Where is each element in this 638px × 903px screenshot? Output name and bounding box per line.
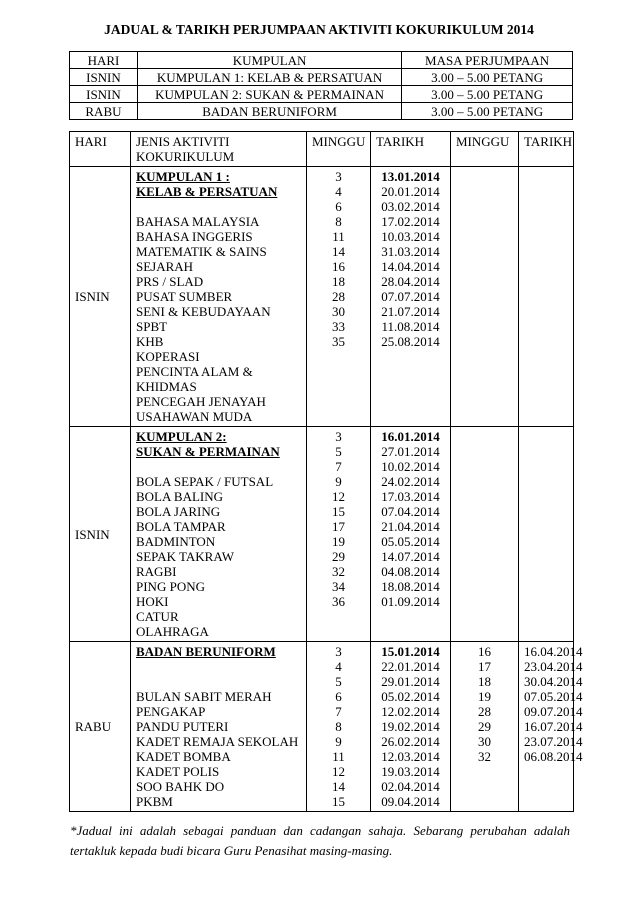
group-heading: KUMPULAN 2: (136, 429, 227, 444)
activity-item: SOO BAHK DO (136, 779, 225, 794)
schedule-kumpulan: BADAN BERUNIFORM (137, 103, 401, 120)
header-tarikh-2: TARIKH (519, 132, 574, 167)
meeting-date-2: 07.05.2014 (524, 689, 583, 704)
schedule-row (70, 86, 573, 103)
schedule-masa: 3.00 – 5.00 PETANG (402, 86, 573, 103)
meeting-date-2: 16.07.2014 (524, 719, 583, 734)
activity-item: KHB (136, 334, 164, 349)
week-number: 35 (332, 334, 345, 349)
meeting-date: 14.07.2014 (381, 549, 440, 564)
week-number: 14 (332, 779, 345, 794)
week-number-2: 18 (478, 674, 491, 689)
week-number: 7 (335, 459, 342, 474)
week-number: 12 (332, 764, 345, 779)
meeting-date: 18.08.2014 (381, 579, 440, 594)
meeting-schedule-body (70, 52, 573, 120)
activity-item: BOLA TAMPAR (136, 519, 226, 534)
group-activities-cell (131, 427, 307, 642)
meeting-date: 09.04.2014 (381, 794, 440, 809)
activity-group-row (70, 642, 574, 812)
week-number: 6 (335, 689, 342, 704)
meeting-date-2: 06.08.2014 (524, 749, 583, 764)
week-number: 4 (335, 659, 342, 674)
meeting-date-2-cell (519, 167, 574, 427)
week-number-cell (307, 167, 371, 427)
week-number: 4 (335, 184, 342, 199)
activity-item: PENCEGAH JENAYAH (136, 394, 266, 409)
week-number-2: 17 (478, 659, 491, 674)
week-number-cell (307, 427, 371, 642)
schedule-kumpulan: KUMPULAN 1: KELAB & PERSATUAN (137, 69, 401, 86)
activity-item: KOPERASI (136, 349, 200, 364)
meeting-date-2: 23.04.2014 (524, 659, 583, 674)
activity-item: SPBT (136, 319, 168, 334)
meeting-date: 17.02.2014 (381, 214, 440, 229)
header-jenis-aktiviti-label: JENIS AKTIVITI KOKURIKULUM (136, 134, 235, 164)
activity-item: PENGAKAP (136, 704, 206, 719)
meeting-date: 10.02.2014 (381, 459, 440, 474)
meeting-date: 02.04.2014 (381, 779, 440, 794)
week-number-2: 30 (478, 734, 491, 749)
meeting-date: 10.03.2014 (381, 229, 440, 244)
week-number: 5 (335, 444, 342, 459)
meeting-date: 19.03.2014 (381, 764, 440, 779)
week-number-2-cell (451, 642, 519, 812)
schedule-row (70, 103, 573, 120)
schedule-masa: 3.00 – 5.00 PETANG (402, 103, 573, 120)
meeting-date: 27.01.2014 (381, 444, 440, 459)
meeting-date: 07.04.2014 (381, 504, 440, 519)
meeting-date-2: 16.04.2014 (524, 644, 583, 659)
meeting-date: 28.04.2014 (381, 274, 440, 289)
meeting-date-cell (371, 642, 451, 812)
group-activities-cell (131, 642, 307, 812)
activity-item: BAHASA MALAYSIA (136, 214, 260, 229)
header-hari: HARI (70, 132, 131, 167)
meeting-date-2-cell (519, 642, 583, 812)
week-number: 14 (332, 244, 345, 259)
activity-item: PING PONG (136, 579, 205, 594)
activity-item: PKBM (136, 794, 173, 809)
activity-item: BAHASA INGGERIS (136, 229, 253, 244)
activity-item: BOLA SEPAK / FUTSAL (136, 474, 274, 489)
group-heading: BADAN BERUNIFORM (136, 644, 276, 659)
meeting-date: 14.04.2014 (381, 259, 440, 274)
schedule-kumpulan: KUMPULAN 2: SUKAN & PERMAINAN (137, 86, 401, 103)
meeting-date: 04.08.2014 (381, 564, 440, 579)
schedule-header-hari: HARI (70, 52, 138, 69)
activity-item: USAHAWAN MUDA (136, 409, 253, 424)
week-number: 11 (332, 749, 345, 764)
week-number: 18 (332, 274, 345, 289)
week-number: 6 (335, 199, 342, 214)
meeting-date: 21.07.2014 (381, 304, 440, 319)
week-number: 3 (335, 169, 342, 184)
activity-group-row (70, 167, 574, 427)
activity-dates-table (69, 131, 583, 812)
schedule-masa: 3.00 – 5.00 PETANG (402, 69, 573, 86)
meeting-date-2: 09.07.2014 (524, 704, 583, 719)
group-hari: ISNIN (70, 167, 131, 427)
meeting-date-cell (371, 427, 451, 642)
week-number: 9 (335, 734, 342, 749)
meeting-date: 15.01.2014 (381, 644, 440, 659)
activity-item: SEJARAH (136, 259, 194, 274)
week-number-2: 19 (478, 689, 491, 704)
meeting-date: 13.01.2014 (381, 169, 440, 184)
schedule-hari: ISNIN (70, 69, 138, 86)
schedule-header-kumpulan: KUMPULAN (137, 52, 401, 69)
document-title: JADUAL & TARIKH PERJUMPAAN AKTIVITI KOKURIKULUM 2014 (104, 22, 534, 37)
week-number-2: 32 (478, 749, 491, 764)
week-number: 33 (332, 319, 345, 334)
group-hari: RABU (70, 642, 131, 812)
spacer-line (136, 674, 301, 689)
spacer-line (136, 459, 301, 474)
activity-item: OLAHRAGA (136, 624, 209, 639)
spacer-line (136, 659, 301, 674)
meeting-date: 29.01.2014 (381, 674, 440, 689)
meeting-date: 05.02.2014 (381, 689, 440, 704)
week-number: 3 (335, 429, 342, 444)
meeting-date: 01.09.2014 (381, 594, 440, 609)
week-number-2-cell (451, 427, 519, 642)
week-number: 11 (332, 229, 345, 244)
week-number-2: 16 (478, 644, 491, 659)
meeting-date: 16.01.2014 (381, 429, 440, 444)
week-number: 7 (335, 704, 342, 719)
activity-item: CATUR (136, 609, 179, 624)
activity-item: KADET POLIS (136, 764, 220, 779)
header-jenis-aktiviti (131, 132, 307, 167)
week-number: 5 (335, 674, 342, 689)
week-number-cell (307, 642, 371, 812)
activity-item: MATEMATIK & SAINS (136, 244, 267, 259)
week-number: 12 (332, 489, 345, 504)
meeting-date: 12.03.2014 (381, 749, 440, 764)
week-number: 9 (335, 474, 342, 489)
week-number: 19 (332, 534, 345, 549)
schedule-hari: ISNIN (70, 86, 138, 103)
header-tarikh-1: TARIKH (371, 132, 451, 167)
meeting-date: 24.02.2014 (381, 474, 440, 489)
meeting-date: 21.04.2014 (381, 519, 440, 534)
week-number: 32 (332, 564, 345, 579)
meeting-date: 17.03.2014 (381, 489, 440, 504)
schedule-row (70, 69, 573, 86)
week-number: 8 (335, 719, 342, 734)
group-heading: KELAB & PERSATUAN (136, 184, 278, 199)
activity-item: SEPAK TAKRAW (136, 549, 234, 564)
activity-group-row (70, 427, 574, 642)
activity-item: KADET BOMBA (136, 749, 231, 764)
header-minggu-1: MINGGU (307, 132, 371, 167)
activity-item: SENI & KEBUDAYAAN (136, 304, 271, 319)
activity-item: RAGBI (136, 564, 177, 579)
activity-item: PENCINTA ALAM & KHIDMAS (136, 364, 253, 394)
week-number-2: 28 (478, 704, 491, 719)
activity-item: BOLA BALING (136, 489, 224, 504)
meeting-date: 22.01.2014 (381, 659, 440, 674)
week-number: 17 (332, 519, 345, 534)
meeting-date: 31.03.2014 (381, 244, 440, 259)
activity-item: PANDU PUTERI (136, 719, 229, 734)
activity-item: PUSAT SUMBER (136, 289, 233, 304)
activity-header-row (70, 132, 574, 167)
meeting-date: 26.02.2014 (381, 734, 440, 749)
week-number: 16 (332, 259, 345, 274)
group-heading: SUKAN & PERMAINAN (136, 444, 280, 459)
meeting-schedule-table (69, 51, 573, 120)
week-number-2-cell (451, 167, 519, 427)
meeting-date-cell (371, 167, 451, 427)
meeting-date: 20.01.2014 (381, 184, 440, 199)
week-number: 28 (332, 289, 345, 304)
meeting-date: 03.02.2014 (381, 199, 440, 214)
footnote: *Jadual ini adalah sebagai panduan dan cadangan sahaja. Sebarang perubahan adalah tertakluk kepada budi bicara Guru Penasihat masing-masing. (70, 823, 570, 858)
header-minggu-2: MINGGU (451, 132, 519, 167)
week-number: 36 (332, 594, 345, 609)
spacer-line (136, 199, 301, 214)
week-number: 34 (332, 579, 345, 594)
group-hari: ISNIN (70, 427, 131, 642)
meeting-date: 19.02.2014 (381, 719, 440, 734)
activity-item: PRS / SLAD (136, 274, 204, 289)
schedule-hari: RABU (70, 103, 138, 120)
week-number: 15 (332, 504, 345, 519)
week-number: 30 (332, 304, 345, 319)
activity-item: BADMINTON (136, 534, 216, 549)
meeting-date-2-cell (519, 427, 574, 642)
meeting-date: 05.05.2014 (381, 534, 440, 549)
meeting-date-2: 30.04.2014 (524, 674, 583, 689)
group-heading: KUMPULAN 1 : (136, 169, 230, 184)
week-number: 8 (335, 214, 342, 229)
meeting-date: 07.07.2014 (381, 289, 440, 304)
week-number: 15 (332, 794, 345, 809)
activity-item: BULAN SABIT MERAH (136, 689, 272, 704)
week-number: 29 (332, 549, 345, 564)
schedule-header-row (70, 52, 573, 69)
week-number-2: 29 (478, 719, 491, 734)
activity-dates-body (70, 132, 583, 812)
meeting-date: 12.02.2014 (381, 704, 440, 719)
activity-item: KADET REMAJA SEKOLAH (136, 734, 299, 749)
meeting-date: 25.08.2014 (381, 334, 440, 349)
meeting-date-2: 23.07.2014 (524, 734, 583, 749)
activity-item: HOKI (136, 594, 169, 609)
meeting-date: 11.08.2014 (381, 319, 440, 334)
activity-item: BOLA JARING (136, 504, 221, 519)
schedule-header-masa: MASA PERJUMPAAN (402, 52, 573, 69)
group-activities-cell (131, 167, 307, 427)
week-number: 3 (335, 644, 342, 659)
